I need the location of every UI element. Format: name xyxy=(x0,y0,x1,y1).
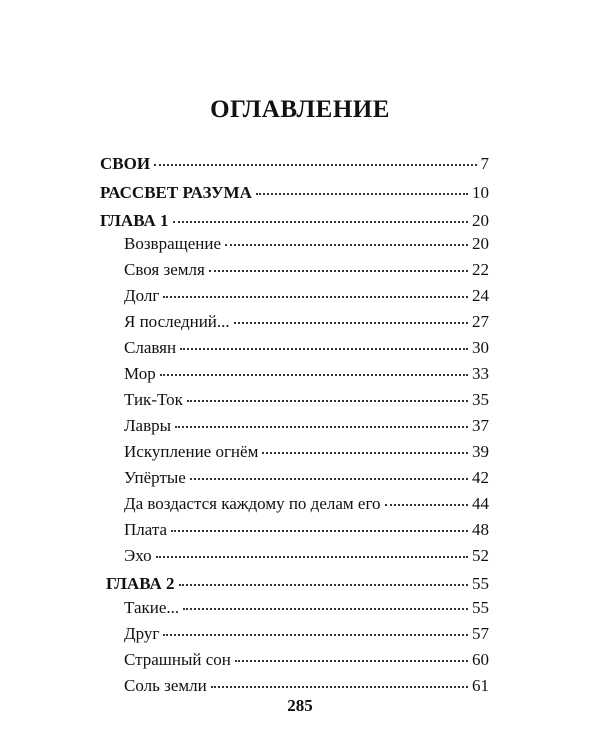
toc-entry-page: 42 xyxy=(472,468,489,487)
dot-leader xyxy=(211,686,468,688)
toc-entry xyxy=(124,416,489,440)
dot-leader xyxy=(225,244,468,246)
dot-leader xyxy=(179,584,469,586)
toc-entry-label: РАССВЕТ РАЗУМА xyxy=(100,183,252,202)
toc-entry-page: 30 xyxy=(472,338,489,357)
dot-leader xyxy=(385,504,468,506)
toc-entry-label: ГЛАВА 2 xyxy=(106,574,175,593)
toc-entry-page: 33 xyxy=(472,364,489,383)
toc-entry-page: 10 xyxy=(472,183,489,202)
toc-entry-label: Страшный сон xyxy=(124,650,231,669)
toc-entry-label: Эхо xyxy=(124,546,152,565)
toc-entry-page: 22 xyxy=(472,260,489,279)
toc-entry xyxy=(124,494,489,518)
toc-entry xyxy=(100,183,489,207)
toc-entry xyxy=(124,234,489,258)
toc-entry xyxy=(124,312,489,336)
toc-entry-label: Соль земли xyxy=(124,676,207,695)
dot-leader xyxy=(234,322,468,324)
toc-entry xyxy=(124,390,489,414)
toc-entry-page: 35 xyxy=(472,390,489,409)
dot-leader xyxy=(187,400,468,402)
toc-entry-page: 55 xyxy=(472,598,489,617)
dot-leader xyxy=(183,608,468,610)
toc-entry xyxy=(106,574,489,598)
dot-leader xyxy=(209,270,468,272)
toc-entry-page: 57 xyxy=(472,624,489,643)
toc-entry-label: Мор xyxy=(124,364,156,383)
toc-entry xyxy=(124,598,489,622)
toc-entry xyxy=(124,286,489,310)
toc-entry-page: 55 xyxy=(472,574,489,593)
toc-entry-page: 27 xyxy=(472,312,489,331)
dot-leader xyxy=(190,478,468,480)
toc-entry-label: Славян xyxy=(124,338,177,357)
toc-entry xyxy=(124,650,489,674)
dot-leader xyxy=(160,374,468,376)
dot-leader xyxy=(235,660,468,662)
toc-entry xyxy=(124,442,489,466)
toc-entry-page: 20 xyxy=(472,234,489,253)
toc-entry-page: 39 xyxy=(472,442,489,461)
toc-entry-page: 20 xyxy=(472,211,489,230)
toc-entry-label: Возвращение xyxy=(124,234,222,253)
toc-entry-page: 60 xyxy=(472,650,489,669)
page-number: 285 xyxy=(287,696,313,715)
page-title: ОГЛАВЛЕНИЕ xyxy=(210,96,390,123)
dot-leader xyxy=(156,556,468,558)
toc-entry xyxy=(100,211,489,235)
toc-entry-label: Тик-Ток xyxy=(124,390,183,409)
toc-entry xyxy=(100,154,489,178)
toc-entry-page: 44 xyxy=(472,494,489,513)
toc-entry xyxy=(124,624,489,648)
toc-entry-label: Друг xyxy=(124,624,160,643)
toc-entry-page: 52 xyxy=(472,546,489,565)
toc-entry-label: Да воздастся каждому по делам его xyxy=(124,494,381,513)
toc-entry-label: Упёртые xyxy=(124,468,186,487)
dot-leader xyxy=(163,634,468,636)
dot-leader xyxy=(171,530,468,532)
toc-entry-page: 48 xyxy=(472,520,489,539)
toc-entry-label: Плата xyxy=(124,520,168,539)
toc-entry-label: СВОИ xyxy=(100,154,151,173)
toc-entry xyxy=(124,468,489,492)
toc-entry-label: Лавры xyxy=(124,416,172,435)
toc-entry xyxy=(124,546,489,570)
toc-entry-label: Искупление огнём xyxy=(124,442,259,461)
dot-leader xyxy=(154,164,476,166)
toc-entry-page: 61 xyxy=(472,676,489,695)
dot-leader xyxy=(175,426,468,428)
toc-entry-label: Я последний... xyxy=(124,312,230,331)
toc-entry xyxy=(124,364,489,388)
toc-entry-label: Такие... xyxy=(124,598,180,617)
toc-entry xyxy=(124,520,489,544)
dot-leader xyxy=(163,296,468,298)
toc-entry-label: Своя земля xyxy=(124,260,205,279)
dot-leader xyxy=(180,348,468,350)
toc-entry-page: 7 xyxy=(480,154,489,173)
dot-leader xyxy=(262,452,468,454)
dot-leader xyxy=(173,221,469,223)
toc-entry xyxy=(124,260,489,284)
dot-leader xyxy=(256,193,468,195)
toc-entry-label: Долг xyxy=(124,286,160,305)
toc-entry-label: ГЛАВА 1 xyxy=(100,211,169,230)
toc-entry xyxy=(124,338,489,362)
toc-entry-page: 37 xyxy=(472,416,489,435)
toc-entry-page: 24 xyxy=(472,286,489,305)
